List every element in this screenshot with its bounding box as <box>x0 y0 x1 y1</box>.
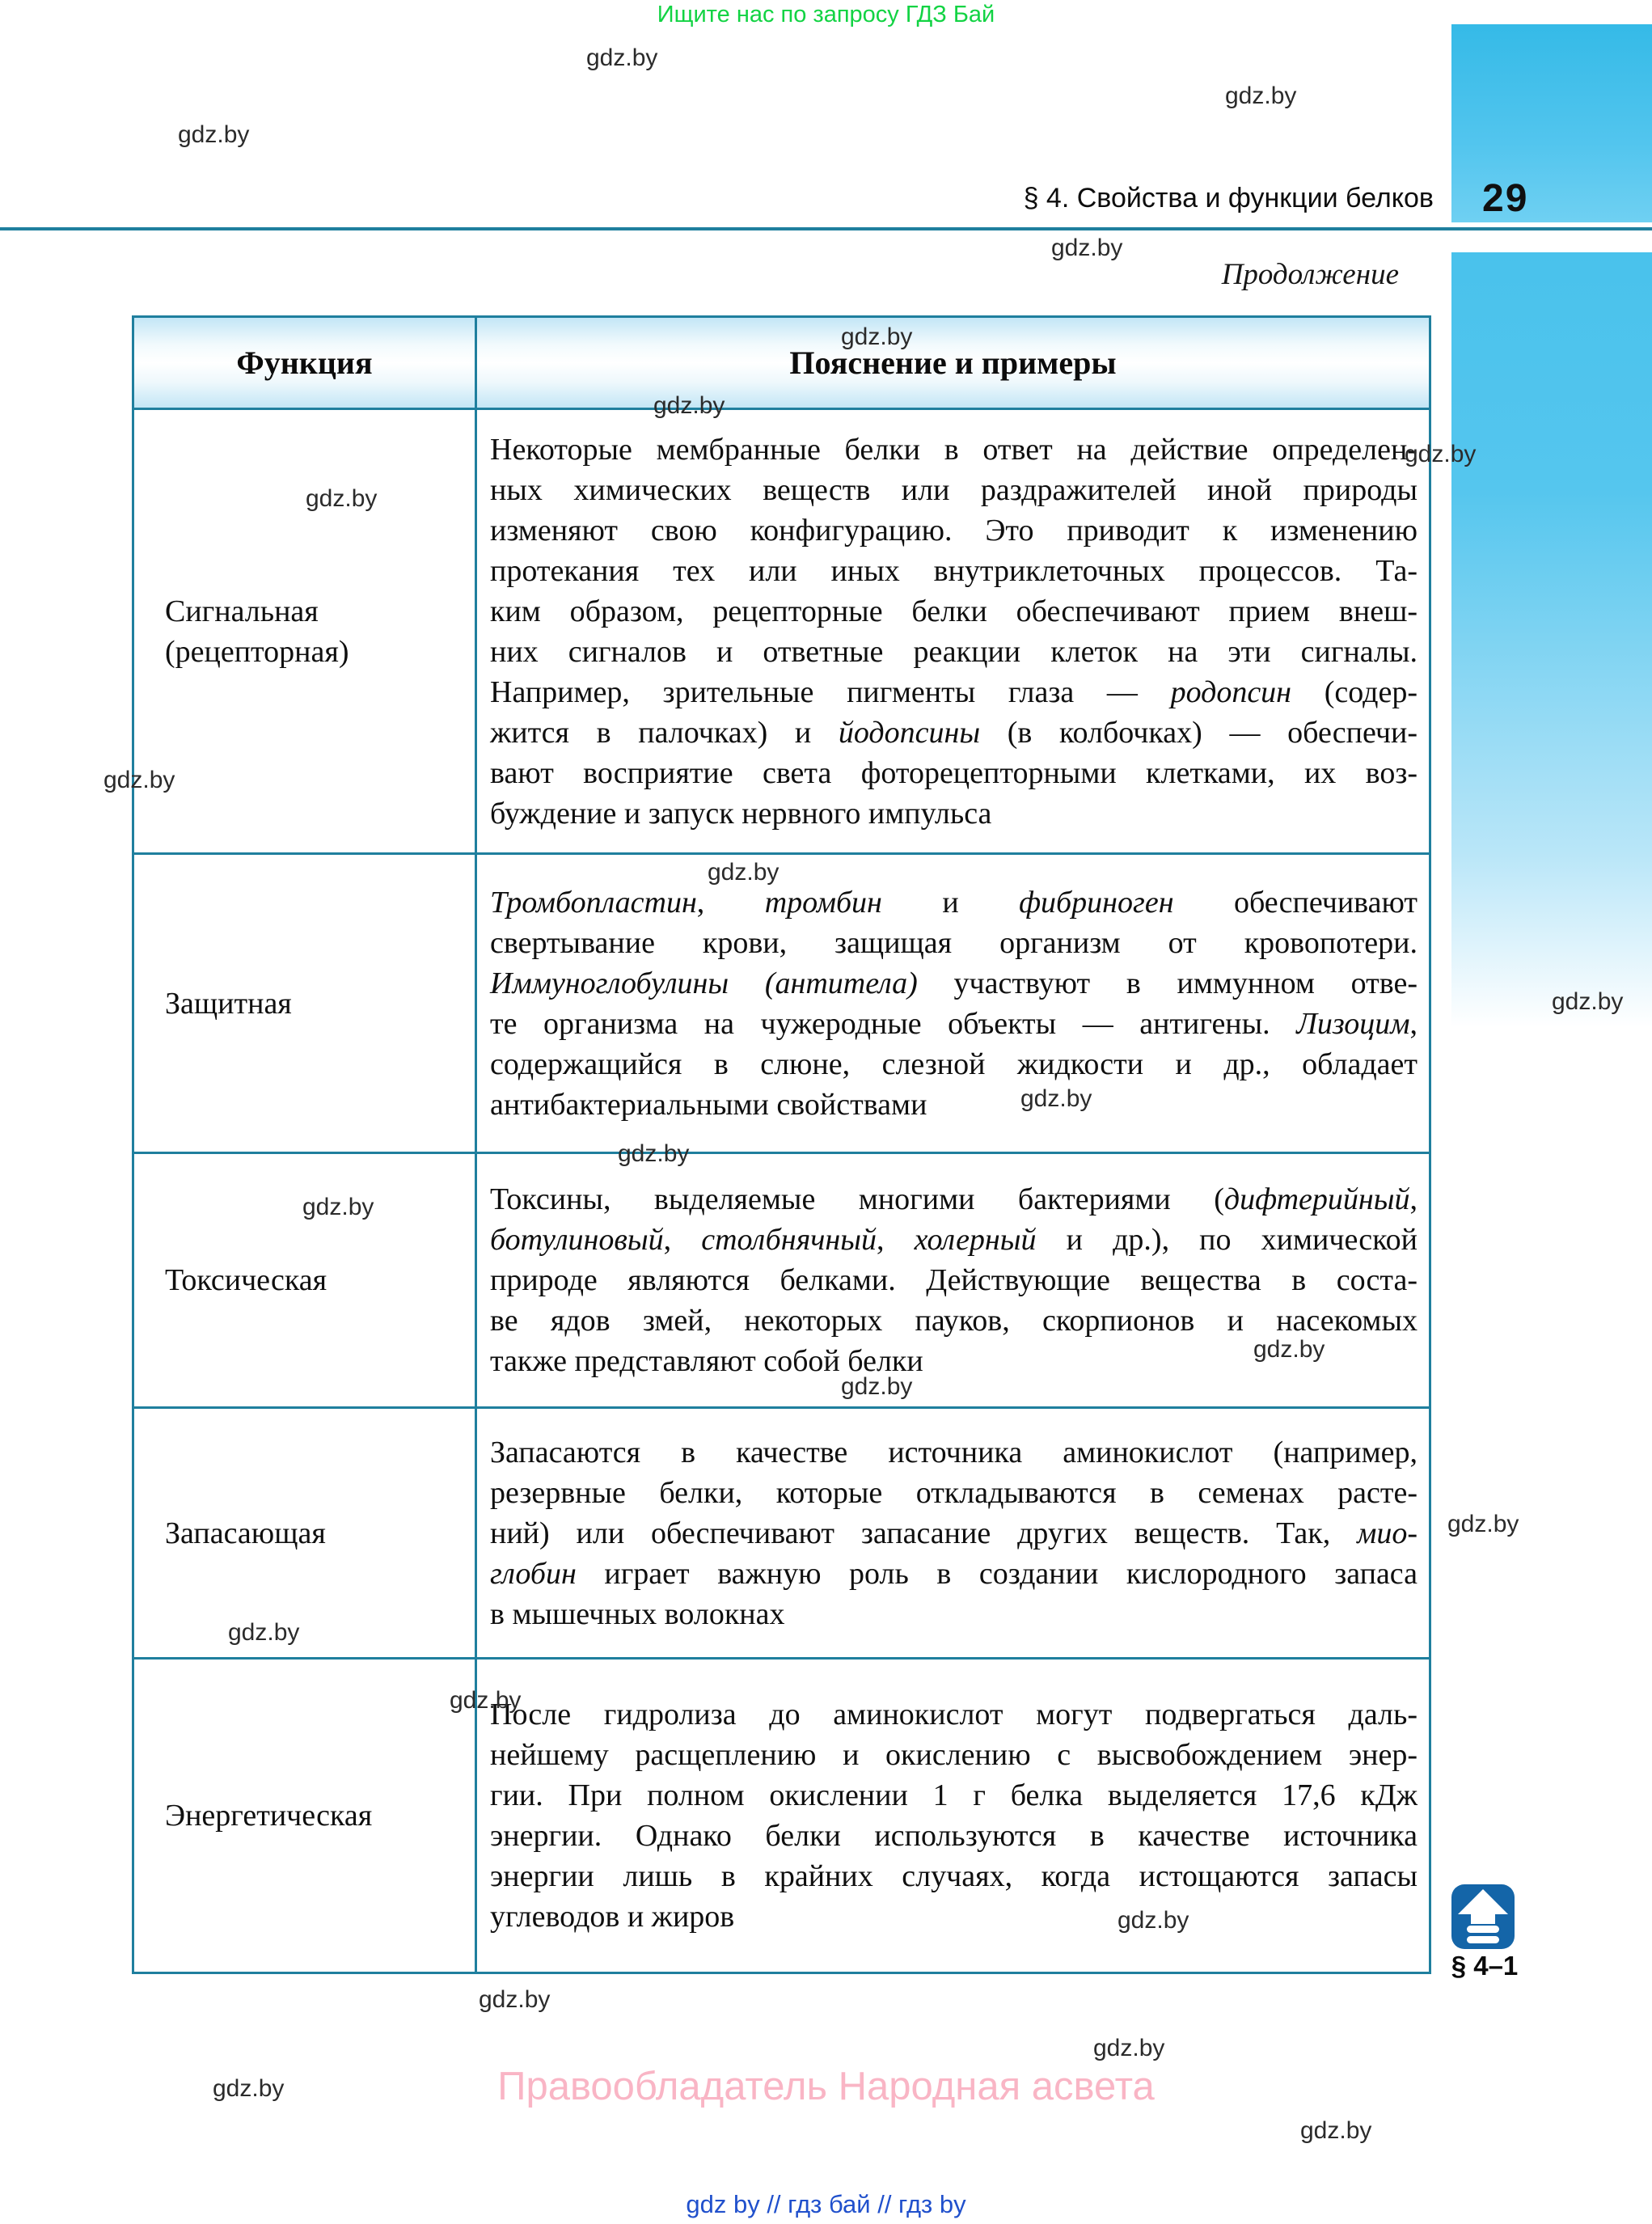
top-banner-text: Ищите нас по запросу ГДЗ Бай <box>657 2 995 27</box>
explanation-cell <box>477 1409 1429 1660</box>
table-text-line <box>490 1513 1418 1554</box>
table-text-line <box>490 470 1418 510</box>
gdz-watermark: gdz.by <box>1051 235 1123 261</box>
text-segment: буждение и запуск нервного импульса <box>490 796 992 831</box>
table-text-line <box>490 1473 1418 1513</box>
gdz-watermark: gdz.by <box>1552 988 1624 1015</box>
italic-term: Лизоцим <box>1296 1006 1410 1041</box>
gdz-watermark: gdz.by <box>213 2075 285 2102</box>
gdz-watermark: gdz.by <box>228 1619 300 1646</box>
text-segment: в мышечных волокнах <box>490 1596 785 1631</box>
page-number: 29 <box>1482 177 1529 220</box>
italic-term: ботулиновый <box>490 1223 664 1257</box>
gdz-watermark: gdz.by <box>1253 1336 1325 1363</box>
function-label-line: Энергетическая <box>165 1799 373 1833</box>
function-cell <box>134 1154 477 1409</box>
text-segment: играет важную роль в создании кислородного запаса <box>576 1556 1418 1591</box>
text-segment: , <box>663 1223 702 1257</box>
italic-term: тромбин <box>764 885 882 920</box>
table-text-line <box>490 1432 1418 1473</box>
gdz-watermark: gdz.by <box>841 1373 913 1400</box>
table-text-line <box>490 1044 1418 1085</box>
text-segment: Токсины, выделяемые многими бактериями ( <box>490 1182 1224 1216</box>
text-segment: Например, зрительные пигменты глаза — <box>490 674 1171 709</box>
text-segment: энергии лишь в крайних случаях, когда истощаются запасы <box>490 1859 1418 1893</box>
gdz-watermark: gdz.by <box>1225 82 1297 109</box>
table-text-line <box>490 923 1418 963</box>
text-segment: гии. При полном окислении 1 г белка выделяется 17,6 кДж <box>490 1778 1418 1812</box>
page-title: § 4. Свойства и функции белков <box>1023 183 1434 214</box>
table-text-line <box>490 1554 1418 1594</box>
gdz-watermark: gdz.by <box>178 121 250 148</box>
explanation-cell <box>477 1660 1429 1972</box>
table-text-line <box>490 591 1418 632</box>
text-segment: , <box>696 885 765 920</box>
sidebar-gradient-panel <box>1451 252 1652 1043</box>
explanation-cell <box>477 410 1429 855</box>
text-segment: Запасаются в качестве источника аминокислот (например, <box>490 1435 1418 1469</box>
function-label-line: Токсическая <box>165 1263 327 1297</box>
table-text-line <box>490 510 1418 551</box>
gdz-watermark: gdz.by <box>586 44 658 71</box>
text-segment: , <box>1409 1182 1418 1216</box>
italic-term: холерный <box>914 1223 1037 1257</box>
text-segment: резервные белки, которые откладываются в семенах расте- <box>490 1475 1418 1510</box>
table-text-line <box>490 712 1418 753</box>
gdz-watermark: gdz.by <box>1118 1907 1189 1934</box>
text-segment: нейшему расщеплению и окислению с высвобождением энер- <box>490 1738 1418 1772</box>
gdz-watermark: gdz.by <box>479 1986 551 2013</box>
gdz-watermark: gdz.by <box>450 1687 522 1714</box>
text-segment: изменяют свою конфигурацию. Это приводит к изменению <box>490 513 1418 548</box>
text-segment: природе являются белками. Действующие вещества в соста- <box>490 1263 1418 1297</box>
table-text-line <box>490 1179 1418 1220</box>
gdz-watermark: gdz.by <box>104 767 175 793</box>
function-cell <box>134 410 477 855</box>
italic-term: родопсин <box>1170 674 1292 709</box>
italic-term: Тромбопластин <box>490 885 697 920</box>
text-segment: свертывание крови, защищая организм от кровопотери. <box>490 925 1418 960</box>
table-text-line <box>490 1220 1418 1260</box>
text-segment: вают восприятие света фоторецепторными клетками, их воз- <box>490 755 1418 790</box>
text-segment: жится в палочках) и <box>490 715 839 750</box>
function-cell <box>134 1660 477 1972</box>
function-label-line: Защитная <box>165 986 292 1021</box>
gdz-watermark: gdz.by <box>1300 2117 1372 2144</box>
function-label-line: Сигнальная <box>165 594 319 628</box>
footer-links[interactable]: gdz by // гдз бай // гдз by <box>686 2190 966 2218</box>
paragraph-link-label: § 4–1 <box>1451 1951 1519 1981</box>
gdz-watermark: gdz.by <box>1405 441 1477 467</box>
gdz-watermark: gdz.by <box>841 323 913 350</box>
publisher-line: Правообладатель Народная асвета <box>497 2065 1155 2108</box>
italic-term: фибриноген <box>1019 885 1174 920</box>
gdz-watermark: gdz.by <box>302 1194 374 1220</box>
table-text-line <box>490 963 1418 1004</box>
table-text-line <box>490 1735 1418 1775</box>
paragraph-home-icon[interactable] <box>1451 1884 1515 1953</box>
text-segment: , <box>876 1223 915 1257</box>
table-text-line <box>490 1300 1418 1341</box>
text-segment: энергии. Однако белки используются в качестве источника <box>490 1819 1418 1853</box>
gdz-watermark: gdz.by <box>1093 2035 1165 2061</box>
function-label-line: (рецепторная) <box>165 634 349 669</box>
gdz-watermark: gdz.by <box>708 859 780 886</box>
table-text-line <box>490 753 1418 793</box>
text-segment: антибактериальными свойствами <box>490 1087 927 1122</box>
table-text-line <box>490 1004 1418 1044</box>
table-text-line <box>490 429 1418 470</box>
table-header-explanation: Пояснение и примеры <box>477 318 1429 410</box>
text-segment: и <box>881 885 1020 920</box>
text-segment: содержащийся в слюне, слезной жидкости и др., обладает <box>490 1046 1418 1081</box>
text-segment: (в колбочках) — обеспечи- <box>980 715 1418 750</box>
gdz-watermark: gdz.by <box>653 392 725 419</box>
table-text-line <box>490 1775 1418 1816</box>
explanation-cell <box>477 855 1429 1154</box>
table-text-line <box>490 1896 1418 1937</box>
text-segment: ных химических веществ или раздражителей иной природы <box>490 472 1418 507</box>
gdz-watermark: gdz.by <box>618 1140 690 1167</box>
italic-term: дифтерийный <box>1223 1182 1410 1216</box>
text-segment: те организма на чужеродные объекты — антигены. <box>490 1006 1297 1041</box>
text-segment: После гидролиза до аминокислот могут подвергаться даль- <box>490 1698 1418 1731</box>
table-text-line <box>490 1594 1418 1634</box>
explanation-cell <box>477 1154 1429 1409</box>
gdz-watermark: gdz.by <box>1447 1511 1519 1537</box>
text-segment: ний) или обеспечивают запасание других веществ. Так, <box>490 1516 1358 1550</box>
table-text-line <box>490 632 1418 672</box>
gdz-watermark: gdz.by <box>306 485 378 512</box>
italic-term: мио- <box>1357 1516 1418 1550</box>
function-cell <box>134 1409 477 1660</box>
text-segment: обеспечивают <box>1173 885 1418 920</box>
page-number-box <box>1451 24 1652 222</box>
text-segment: углеводов и жиров <box>490 1900 735 1934</box>
italic-term: глобин <box>490 1556 577 1591</box>
italic-term: столбнячный <box>701 1223 877 1257</box>
italic-term: Иммуноглобулины (антитела) <box>490 966 918 1000</box>
text-segment: Некоторые мембранные белки в ответ на действие определен- <box>490 432 1418 467</box>
table-text-line <box>490 1694 1418 1735</box>
text-segment: также представляют собой белки <box>490 1344 923 1378</box>
protein-functions-table <box>132 315 1431 1974</box>
italic-term: йодопсины <box>838 715 981 750</box>
function-label-line: Запасающая <box>165 1516 326 1550</box>
text-segment: ким образом, рецепторные белки обеспечивают прием внеш- <box>490 594 1418 628</box>
function-cell <box>134 855 477 1154</box>
table-text-line <box>490 551 1418 591</box>
table-text-line <box>490 1856 1418 1896</box>
text-segment: , <box>1409 1006 1418 1041</box>
table-text-line <box>490 793 1418 834</box>
table-text-line <box>490 672 1418 712</box>
table-header-function: Функция <box>134 318 477 410</box>
continuation-label: Продолжение <box>1221 258 1399 291</box>
text-segment: протекания тех или иных внутриклеточных процессов. Та- <box>490 553 1418 588</box>
text-segment: (содер- <box>1291 674 1418 709</box>
gdz-watermark: gdz.by <box>1020 1085 1092 1112</box>
text-segment: них сигналов и ответные реакции клеток на эти сигналы. <box>490 634 1418 669</box>
table-text-line <box>490 1085 1418 1125</box>
table-text-line <box>490 882 1418 923</box>
text-segment: участвуют в иммунном отве- <box>917 966 1418 1000</box>
header-rule <box>0 227 1652 230</box>
text-segment: и др.), по химической <box>1036 1223 1418 1257</box>
table-text-line <box>490 1816 1418 1856</box>
text-segment: ве ядов змей, некоторых пауков, скорпионов и насекомых <box>490 1304 1418 1338</box>
table-text-line <box>490 1260 1418 1300</box>
